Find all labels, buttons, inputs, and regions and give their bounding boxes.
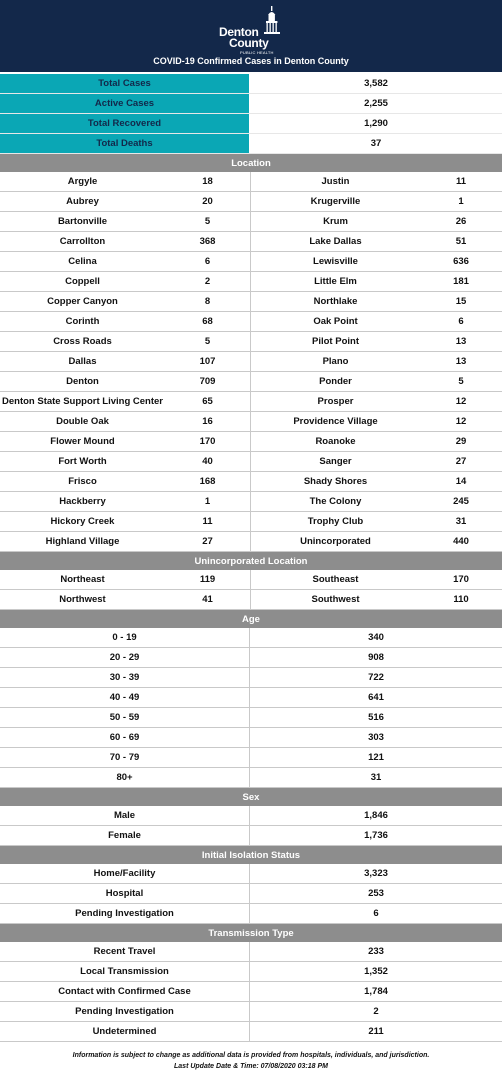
footer [0, 1042, 502, 1072]
case-count: 11 [455, 176, 467, 187]
case-count: 13 [455, 356, 467, 367]
area-name: Frisco [68, 476, 97, 487]
area-name: Denton State Support Living Center [2, 396, 163, 407]
table-row [0, 412, 502, 432]
area-name: Roanoke [315, 436, 356, 447]
case-count: 303 [368, 732, 384, 743]
summary-value: 2,255 [364, 98, 388, 109]
summary-label: Active Cases [0, 94, 250, 113]
category-label: 20 - 29 [0, 648, 250, 667]
case-count: 440 [453, 536, 469, 547]
case-count: 170 [453, 574, 469, 585]
area-name: Carrollton [59, 236, 106, 247]
case-count: 20 [165, 192, 251, 211]
table-row [0, 272, 502, 292]
case-count: 18 [165, 172, 251, 191]
case-count: 516 [368, 712, 384, 723]
area-name: Fort Worth [58, 456, 107, 467]
table-row [0, 352, 502, 372]
area-name: Sanger [319, 456, 352, 467]
location-table [0, 172, 502, 552]
table-row [0, 904, 502, 924]
summary-value: 3,582 [364, 78, 388, 89]
case-count: 27 [455, 456, 467, 467]
area-name: Lewisville [313, 256, 358, 267]
area-name: Highland Village [45, 536, 120, 547]
table-row [0, 688, 502, 708]
case-count: 2 [165, 272, 251, 291]
area-name: Trophy Club [307, 516, 364, 527]
area-name: Coppell [65, 276, 100, 287]
case-count: 5 [165, 212, 251, 231]
area-name: Oak Point [313, 316, 358, 327]
category-label: 0 - 19 [0, 628, 250, 647]
summary-label: Total Cases [0, 74, 250, 93]
table-row [0, 668, 502, 688]
case-count: 8 [165, 292, 251, 311]
case-count: 709 [165, 372, 251, 391]
summary-row-total-cases [0, 74, 502, 94]
table-row [0, 292, 502, 312]
case-count: 245 [453, 496, 469, 507]
area-name: Little Elm [314, 276, 357, 287]
case-count: 6 [458, 316, 464, 327]
category-label: 40 - 49 [0, 688, 250, 707]
case-count: 31 [455, 516, 467, 527]
transmission-table [0, 942, 502, 1042]
footer-last-update: Last Update Date & Time: 07/08/2020 03:18 PM [174, 1063, 328, 1070]
case-count: 340 [368, 632, 384, 643]
case-count: 119 [165, 570, 251, 589]
case-count: 107 [165, 352, 251, 371]
area-name: Shady Shores [303, 476, 368, 487]
age-table [0, 628, 502, 788]
case-count: 636 [453, 256, 469, 267]
table-row [0, 212, 502, 232]
table-row [0, 728, 502, 748]
table-row [0, 982, 502, 1002]
denton-county-logo [216, 6, 296, 54]
table-row [0, 806, 502, 826]
table-row [0, 332, 502, 352]
category-label: Contact with Confirmed Case [0, 982, 250, 1001]
case-count: 1 [458, 196, 464, 207]
footer-disclaimer: Information is subject to change as additional data is provided from hospitals, individuals, and jurisdiction. [72, 1052, 430, 1059]
case-count: 1 [165, 492, 251, 511]
category-label: Female [0, 826, 250, 845]
case-count: 1,784 [364, 986, 388, 997]
case-count: 26 [455, 216, 467, 227]
category-label: Undetermined [0, 1022, 250, 1041]
case-count: 2 [373, 1006, 379, 1017]
area-name: Prosper [317, 396, 354, 407]
case-count: 31 [370, 772, 382, 783]
category-label: 30 - 39 [0, 668, 250, 687]
summary-label: Total Deaths [0, 134, 250, 153]
summary-row-total-deaths [0, 134, 502, 154]
case-count: 14 [455, 476, 467, 487]
area-name: Bartonville [57, 216, 108, 227]
table-row [0, 452, 502, 472]
case-count: 1,736 [364, 830, 388, 841]
case-count: 5 [165, 332, 251, 351]
area-name: Copper Canyon [47, 296, 118, 307]
category-label: 60 - 69 [0, 728, 250, 747]
case-count: 11 [165, 512, 251, 531]
table-row [0, 708, 502, 728]
summary-row-total-recovered [0, 114, 502, 134]
table-row [0, 192, 502, 212]
table-row [0, 1022, 502, 1042]
case-count: 110 [453, 594, 469, 605]
case-count: 27 [165, 532, 251, 551]
table-row [0, 172, 502, 192]
case-count: 1,846 [364, 810, 388, 821]
table-row [0, 768, 502, 788]
table-row [0, 392, 502, 412]
category-label: 50 - 59 [0, 708, 250, 727]
area-name: Krugerville [310, 196, 361, 207]
category-label: Hospital [0, 884, 250, 903]
area-name: Northwest [59, 594, 106, 605]
area-name: Ponder [319, 376, 352, 387]
sex-table [0, 806, 502, 846]
area-name: Dallas [68, 356, 97, 367]
area-name: Providence Village [293, 416, 378, 427]
area-name: Corinth [65, 316, 100, 327]
case-count: 5 [458, 376, 464, 387]
unincorporated-table [0, 570, 502, 610]
case-count: 211 [368, 1026, 384, 1037]
section-header-unincorporated: Unincorporated Location [0, 552, 502, 570]
case-count: 170 [165, 432, 251, 451]
table-row [0, 962, 502, 982]
area-name: Celina [68, 256, 97, 267]
area-name: Double Oak [56, 416, 109, 427]
summary-value: 1,290 [364, 118, 388, 129]
case-count: 12 [455, 396, 467, 407]
case-count: 41 [165, 590, 251, 609]
section-header-isolation: Initial Isolation Status [0, 846, 502, 864]
case-count: 51 [455, 236, 467, 247]
table-row [0, 570, 502, 590]
case-count: 121 [368, 752, 384, 763]
logo-text-county: County [229, 36, 269, 50]
area-name: Plano [322, 356, 349, 367]
case-count: 68 [165, 312, 251, 331]
section-header-sex: Sex [0, 788, 502, 806]
case-count: 12 [455, 416, 467, 427]
area-name: Flower Mound [50, 436, 115, 447]
section-header-location: Location [0, 154, 502, 172]
isolation-table [0, 864, 502, 924]
table-row [0, 512, 502, 532]
page-header [0, 0, 502, 72]
table-row [0, 942, 502, 962]
area-name: Cross Roads [53, 336, 112, 347]
area-name: Unincorporated [300, 536, 371, 547]
courthouse-icon [262, 6, 282, 36]
table-row [0, 432, 502, 452]
case-count: 3,323 [364, 868, 388, 879]
table-row [0, 648, 502, 668]
area-name: Lake Dallas [309, 236, 362, 247]
case-count: 168 [165, 472, 251, 491]
table-row [0, 232, 502, 252]
case-count: 181 [453, 276, 469, 287]
table-row [0, 532, 502, 552]
case-count: 368 [165, 232, 251, 251]
area-name: The Colony [309, 496, 362, 507]
category-label: Pending Investigation [0, 904, 250, 923]
category-label: Male [0, 806, 250, 825]
summary-value: 37 [370, 138, 382, 149]
case-count: 16 [165, 412, 251, 431]
case-count: 722 [368, 672, 384, 683]
table-row [0, 492, 502, 512]
table-row [0, 884, 502, 904]
case-count: 6 [165, 252, 251, 271]
case-count: 233 [368, 946, 384, 957]
case-count: 641 [368, 692, 384, 703]
area-name: Argyle [67, 176, 98, 187]
case-count: 29 [455, 436, 467, 447]
summary-row-active-cases [0, 94, 502, 114]
summary-table [0, 74, 502, 154]
case-count: 908 [368, 652, 384, 663]
case-count: 253 [368, 888, 384, 899]
area-name: Northlake [313, 296, 358, 307]
area-name: Denton [66, 376, 99, 387]
area-name: Hickory Creek [50, 516, 115, 527]
category-label: Pending Investigation [0, 1002, 250, 1021]
area-name: Pilot Point [312, 336, 359, 347]
area-name: Northeast [60, 574, 105, 585]
table-row [0, 372, 502, 392]
table-row [0, 748, 502, 768]
area-name: Aubrey [66, 196, 99, 207]
category-label: 80+ [0, 768, 250, 787]
case-count: 65 [165, 392, 251, 411]
logo-text-public-health: PUBLIC HEALTH [240, 50, 274, 55]
table-row [0, 590, 502, 610]
table-row [0, 1002, 502, 1022]
logo-text-denton: Denton [219, 25, 259, 39]
area-name: Justin [321, 176, 350, 187]
section-header-transmission: Transmission Type [0, 924, 502, 942]
area-name: Southeast [312, 574, 359, 585]
table-row [0, 252, 502, 272]
area-name: Hackberry [59, 496, 106, 507]
case-count: 6 [373, 908, 379, 919]
section-header-age: Age [0, 610, 502, 628]
area-name: Krum [323, 216, 348, 227]
table-row [0, 472, 502, 492]
table-row [0, 628, 502, 648]
area-name: Southwest [311, 594, 360, 605]
category-label: 70 - 79 [0, 748, 250, 767]
page-title: COVID-19 Confirmed Cases in Denton County [153, 56, 349, 66]
case-count: 15 [455, 296, 467, 307]
table-row [0, 312, 502, 332]
category-label: Home/Facility [0, 864, 250, 883]
case-count: 1,352 [364, 966, 388, 977]
case-count: 40 [165, 452, 251, 471]
category-label: Recent Travel [0, 942, 250, 961]
table-row [0, 826, 502, 846]
summary-label: Total Recovered [0, 114, 250, 133]
table-row [0, 864, 502, 884]
case-count: 13 [455, 336, 467, 347]
category-label: Local Transmission [0, 962, 250, 981]
